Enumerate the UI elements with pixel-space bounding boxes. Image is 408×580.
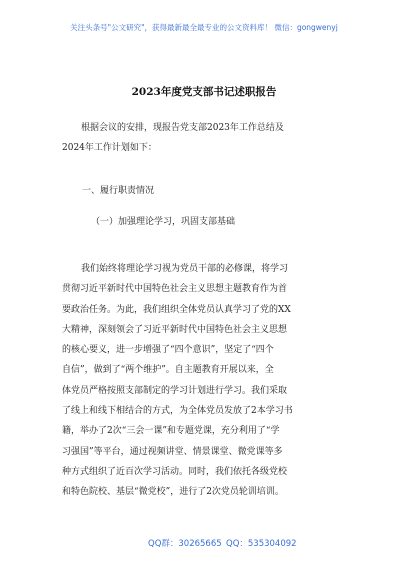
footer-qq-group: QQ群：30265665 [148, 539, 222, 549]
body-line: 籍，举办了2次“三会一课”和专题党课，充分利用了“学 [62, 426, 280, 437]
intro-line: 根据会议的安排，现报告党支部2023年工作总结及 [81, 123, 284, 133]
section-heading: 一、履行职责情况 [82, 186, 155, 196]
body-line: 自信”，做到了“两个维护”。自主题教育开展以来，全 [62, 365, 274, 376]
body-line: 了线上和线下相结合的方式，为全体党员发放了2本学习书 [62, 406, 293, 417]
body-line: 的核心要义，进一步增强了“四个意识”，坚定了“四个 [62, 345, 274, 356]
body-line: 体党员严格按照支部制定的学习计划进行学习。我们采取 [62, 385, 288, 396]
subsection-heading: （一）加强理论学习，巩固支部基础 [91, 217, 236, 227]
intro-line: 2024年工作计划如下： [62, 143, 157, 154]
body-line: 贯彻习近平新时代中国特色社会主义思想主题教育作为首 [62, 284, 288, 295]
body-line: 种方式组织了近百次学习活动。同时，我们依托各级党校 [62, 466, 288, 477]
body-line: 我们始终将理论学习视为党员干部的必修课，将学习 [81, 264, 289, 274]
body-line: 大精神，深刻领会了习近平新时代中国特色社会主义思想 [62, 324, 288, 335]
intro-paragraph [62, 118, 350, 159]
body-line: 和特色院校、基层“微党校”，进行了2次党员轮训培训。 [62, 487, 284, 498]
promo-banner: 关注头条号"公文研究"，获得最新最全最专业的公文资料库！ 微信：gongwenyj [70, 23, 338, 32]
body-paragraph [62, 259, 350, 503]
document-title: 2023年度党支部书记述职报告 [131, 86, 277, 98]
body-line: 习强国”等平台，通过视频讲堂、情景课堂、微党课等多 [62, 446, 283, 457]
footer-qq: QQ：535304092 [226, 539, 297, 549]
body-line: 要政治任务。为此，我们组织全体党员认真学习了党的XX [62, 304, 291, 315]
